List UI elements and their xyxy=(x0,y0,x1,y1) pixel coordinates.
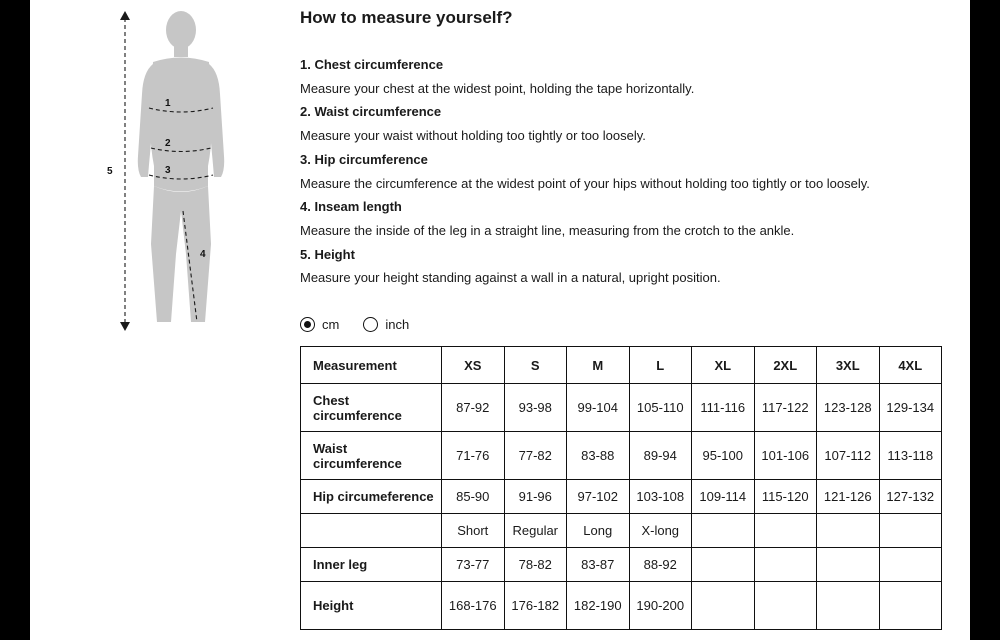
unit-option-cm[interactable] xyxy=(300,317,339,332)
instruction-title: 4. Inseam length xyxy=(300,199,402,215)
size-value-cell: 91-96 xyxy=(504,480,567,514)
measurement-figure xyxy=(103,4,233,339)
letterbox-right xyxy=(970,0,1000,640)
size-value-cell: 182-190 xyxy=(567,582,630,630)
letterbox-left xyxy=(0,0,30,640)
table-row xyxy=(301,514,942,548)
size-value-cell: 89-94 xyxy=(629,432,692,480)
size-column-header: 3XL xyxy=(817,347,880,384)
radio-unselected-icon[interactable] xyxy=(363,317,378,332)
size-value-cell: 107-112 xyxy=(817,432,880,480)
size-value-cell: 168-176 xyxy=(442,582,505,630)
size-column-header: M xyxy=(567,347,630,384)
size-value-cell xyxy=(817,548,880,582)
row-label: Waist circumference xyxy=(301,432,442,480)
size-value-cell: 115-120 xyxy=(754,480,817,514)
instruction-title: 5. Height xyxy=(300,246,355,262)
marker-hip: 3 xyxy=(165,165,171,176)
row-label: Inner leg xyxy=(301,548,442,582)
size-value-cell xyxy=(817,514,880,548)
size-value-cell: X-long xyxy=(629,514,692,548)
instruction-text: Measure your height standing against a wall in a natural, upright position. xyxy=(300,270,721,286)
size-column-header: XL xyxy=(692,347,755,384)
instruction-text: Measure your waist without holding too tightly or too loosely. xyxy=(300,128,646,144)
size-value-cell: Regular xyxy=(504,514,567,548)
radio-selected-icon[interactable] xyxy=(300,317,315,332)
instruction-title: 3. Hip circumference xyxy=(300,151,428,167)
size-value-cell: Long xyxy=(567,514,630,548)
size-value-cell: 85-90 xyxy=(442,480,505,514)
row-label xyxy=(301,514,442,548)
size-column-header: 2XL xyxy=(754,347,817,384)
size-value-cell: 105-110 xyxy=(629,384,692,432)
size-value-cell: 111-116 xyxy=(692,384,755,432)
row-label: Height xyxy=(301,582,442,630)
instructions xyxy=(300,53,960,290)
page-title: How to measure yourself? xyxy=(300,8,513,27)
instruction-title: 2. Waist circumference xyxy=(300,104,442,120)
size-value-cell: 77-82 xyxy=(504,432,567,480)
size-value-cell xyxy=(692,582,755,630)
instruction-title: 1. Chest circumference xyxy=(300,57,444,72)
size-value-cell: 87-92 xyxy=(442,384,505,432)
table-row xyxy=(301,432,942,480)
table-header-row xyxy=(301,347,942,384)
marker-chest: 1 xyxy=(165,98,171,109)
size-value-cell: 78-82 xyxy=(504,548,567,582)
size-value-cell xyxy=(754,514,817,548)
measurement-column-header: Measurement xyxy=(301,347,442,384)
size-value-cell xyxy=(879,514,942,548)
size-value-cell: 93-98 xyxy=(504,384,567,432)
size-value-cell xyxy=(879,582,942,630)
size-value-cell: 129-134 xyxy=(879,384,942,432)
size-value-cell xyxy=(754,582,817,630)
size-value-cell: 103-108 xyxy=(629,480,692,514)
size-value-cell: 117-122 xyxy=(754,384,817,432)
size-column-header: S xyxy=(504,347,567,384)
size-value-cell: 73-77 xyxy=(442,548,505,582)
instruction-text: Measure the circumference at the widest point of your hips without holding too tightly or too loosely. xyxy=(300,175,870,191)
size-column-header: L xyxy=(629,347,692,384)
size-value-cell: 97-102 xyxy=(567,480,630,514)
size-value-cell: 113-118 xyxy=(879,432,942,480)
unit-option-inch[interactable] xyxy=(363,317,409,332)
table-row xyxy=(301,480,942,514)
size-value-cell: 99-104 xyxy=(567,384,630,432)
arrow-down-icon xyxy=(120,322,130,331)
size-column-header: XS xyxy=(442,347,505,384)
size-value-cell: 71-76 xyxy=(442,432,505,480)
size-value-cell: Short xyxy=(442,514,505,548)
instruction-text: Measure the inside of the leg in a straight line, measuring from the crotch to the ankle. xyxy=(300,222,795,238)
size-value-cell xyxy=(817,582,880,630)
person-silhouette xyxy=(138,11,224,322)
table-row xyxy=(301,384,942,432)
body-silhouette-illustration xyxy=(103,4,233,334)
row-label: Chest circumference xyxy=(301,384,442,432)
size-value-cell xyxy=(692,548,755,582)
unit-label-inch: inch xyxy=(385,316,410,332)
table-row xyxy=(301,582,942,630)
table-row xyxy=(301,548,942,582)
unit-toggle xyxy=(300,315,960,333)
marker-inseam: 4 xyxy=(200,249,206,260)
size-value-cell: 83-88 xyxy=(567,432,630,480)
marker-height: 5 xyxy=(107,166,113,177)
instruction-text: Measure your chest at the widest point, holding the tape horizontally. xyxy=(300,80,695,96)
size-guide-panel xyxy=(300,8,960,630)
size-value-cell: 121-126 xyxy=(817,480,880,514)
size-value-cell: 101-106 xyxy=(754,432,817,480)
size-value-cell xyxy=(692,514,755,548)
size-value-cell: 190-200 xyxy=(629,582,692,630)
size-value-cell: 88-92 xyxy=(629,548,692,582)
size-column-header: 4XL xyxy=(879,347,942,384)
row-label: Hip circumeference xyxy=(301,480,442,514)
arrow-up-icon xyxy=(120,11,130,20)
size-value-cell: 83-87 xyxy=(567,548,630,582)
size-value-cell: 109-114 xyxy=(692,480,755,514)
unit-label-cm: cm xyxy=(322,316,340,332)
size-value-cell: 123-128 xyxy=(817,384,880,432)
size-table xyxy=(300,346,942,630)
marker-waist: 2 xyxy=(165,138,171,149)
size-value-cell: 95-100 xyxy=(692,432,755,480)
size-value-cell: 127-132 xyxy=(879,480,942,514)
size-value-cell xyxy=(754,548,817,582)
size-value-cell xyxy=(879,548,942,582)
size-value-cell: 176-182 xyxy=(504,582,567,630)
